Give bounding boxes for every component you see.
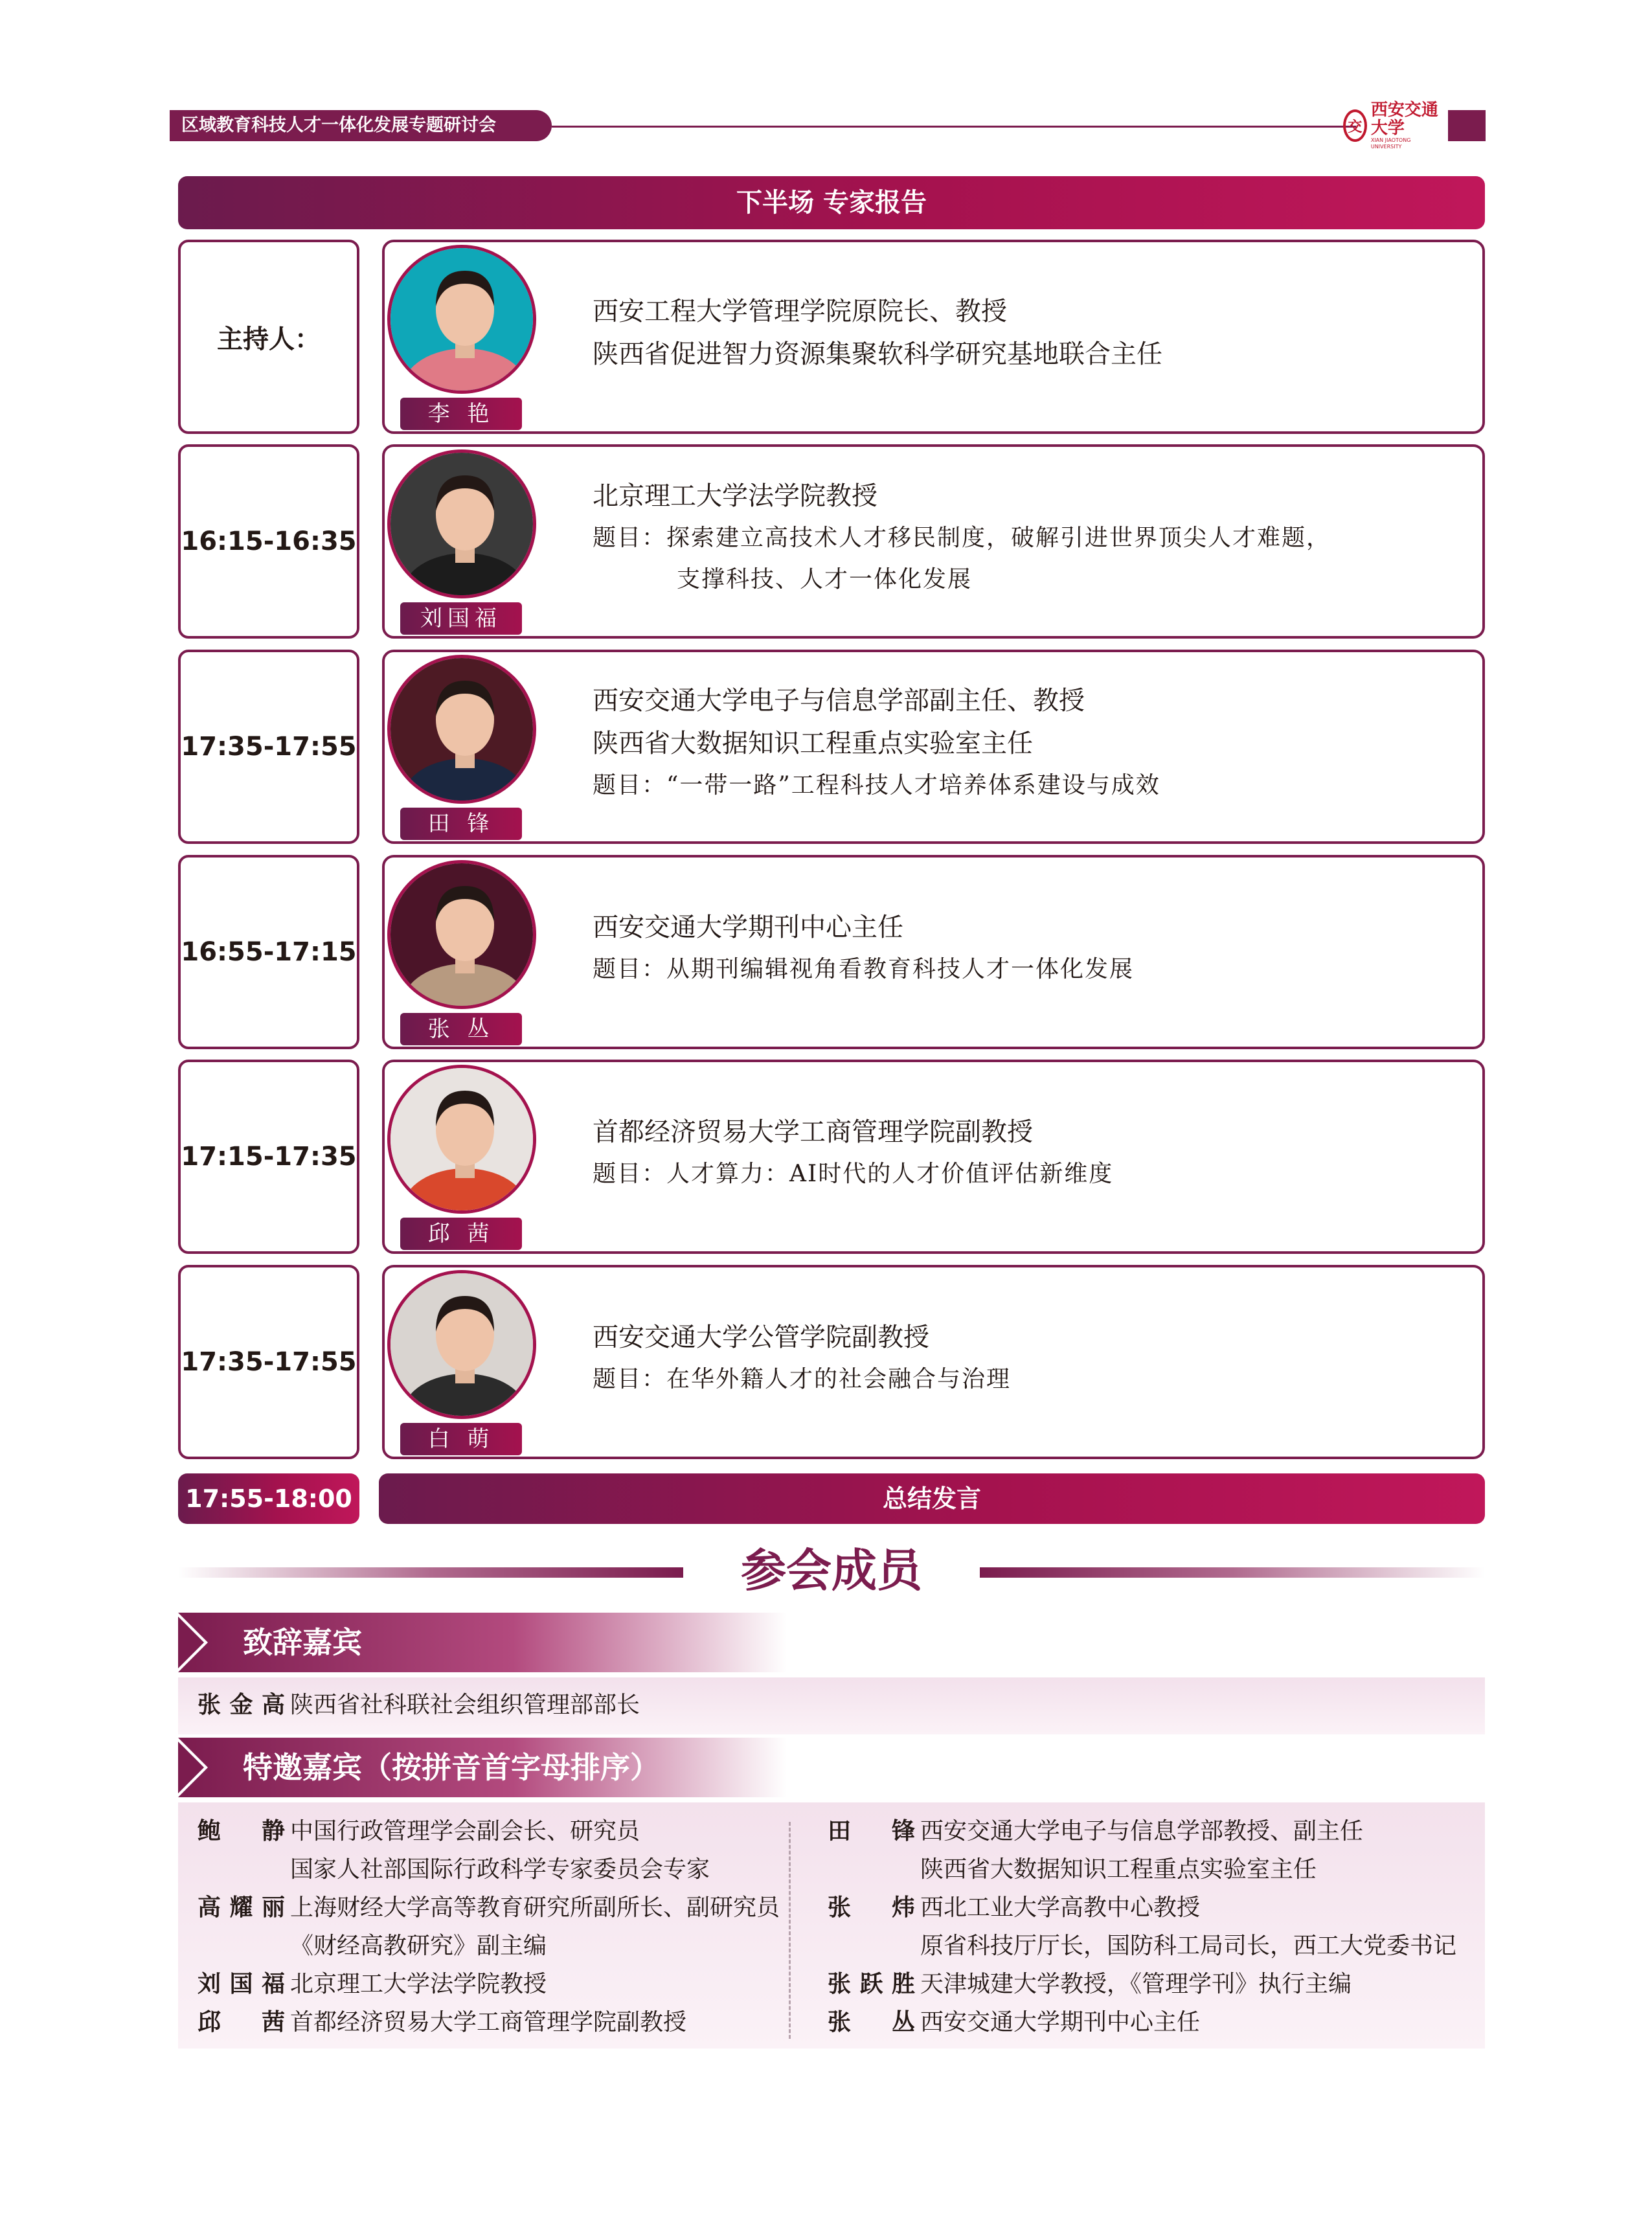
guest-name: 张丛 bbox=[828, 2009, 915, 2036]
guest-title: 原省科技厅厅长，国防科工局司长，西工大党委书记 bbox=[920, 1933, 1457, 1959]
speaker-affiliation: 北京理工大学法学院教授 bbox=[593, 481, 877, 511]
guest-title: 中国行政管理学会副会长、研究员 bbox=[290, 1818, 640, 1845]
speaker-name: 邱 茜 bbox=[400, 1218, 522, 1250]
invited-guest-row bbox=[198, 1966, 547, 2003]
seal-icon: 交 bbox=[1343, 109, 1367, 142]
guest-title: 国家人社部国际行政科学专家委员会专家 bbox=[290, 1856, 710, 1883]
speaker-affiliation: 西安交通大学电子与信息学部副主任、教授 bbox=[593, 686, 1085, 716]
time-box: 主持人： bbox=[178, 240, 359, 434]
speaker-affiliation: 西安交通大学期刊中心主任 bbox=[593, 913, 903, 942]
guest-title: 西北工业大学高教中心教授 bbox=[920, 1894, 1201, 1921]
speaker-photo bbox=[387, 1270, 536, 1419]
talk-topic: 题目：人才算力：AI时代的人才价值评估新维度 bbox=[593, 1161, 1114, 1187]
speaker-info bbox=[593, 1316, 1473, 1400]
speaker-photo bbox=[387, 1065, 536, 1214]
speaker-name: 李 艳 bbox=[400, 398, 522, 430]
speaker-info bbox=[593, 679, 1473, 806]
guest-name: 张金高 bbox=[198, 1692, 285, 1718]
invited-guests-heading bbox=[178, 1738, 787, 1797]
time-box: 17:35-17:55 bbox=[178, 1265, 359, 1459]
participants-heading bbox=[178, 1541, 1485, 1600]
speaker-photo bbox=[387, 245, 536, 394]
guest-title: 《财经高教研究》副主编 bbox=[290, 1933, 547, 1959]
speaker-info bbox=[593, 1111, 1473, 1195]
guest-title: 上海财经大学高等教育研究所副所长、副研究员 bbox=[290, 1894, 780, 1921]
participants-title: 参会成员 bbox=[741, 1544, 922, 1597]
triangle-inner-icon bbox=[178, 1742, 204, 1793]
column-divider bbox=[789, 1822, 791, 2039]
guest-name: 田锋 bbox=[828, 1818, 915, 1845]
guest-title: 西安交通大学电子与信息学部教授、副主任 bbox=[920, 1818, 1364, 1845]
page-header bbox=[170, 100, 1486, 150]
guest-title: 陕西省社科联社会组织管理部部长 bbox=[290, 1692, 640, 1718]
guest-title: 西安交通大学期刊中心主任 bbox=[920, 2009, 1201, 2036]
welcome-guests-heading bbox=[178, 1613, 787, 1672]
speaker-photo bbox=[387, 655, 536, 804]
invited-guest-row bbox=[198, 1928, 547, 1964]
talk-topic: 题目：探索建立高技术人才移民制度，破解引进世界顶尖人才难题， bbox=[593, 525, 1331, 551]
speaker-name: 刘国福 bbox=[400, 602, 522, 635]
speaker-info bbox=[593, 475, 1473, 600]
guest-name: 张跃胜 bbox=[828, 1971, 915, 1997]
invited-guest-row bbox=[198, 2005, 686, 2041]
guest-title: 天津城建大学教授，《管理学刊》执行主编 bbox=[920, 1971, 1352, 1997]
summary-label: 总结发言 bbox=[379, 1473, 1485, 1524]
invited-guest-row bbox=[198, 1890, 780, 1926]
talk-topic: 题目：“一带一路”工程科技人才培养体系建设与成效 bbox=[593, 772, 1160, 799]
guest-name: 高耀丽 bbox=[198, 1894, 285, 1921]
guest-name: 刘国福 bbox=[198, 1971, 285, 1997]
speaker-photo bbox=[387, 449, 536, 598]
guest-title: 首都经济贸易大学工商管理学院副教授 bbox=[290, 2009, 687, 2036]
invited-guest-row bbox=[828, 1890, 1200, 1926]
time-box: 17:35-17:55 bbox=[178, 650, 359, 844]
welcome-guests-title: 致辞嘉宾 bbox=[243, 1625, 362, 1660]
invited-guest-row bbox=[198, 1852, 710, 1888]
university-logo bbox=[1343, 100, 1440, 150]
speaker-info bbox=[593, 906, 1473, 990]
guest-title: 陕西省大数据知识工程重点实验室主任 bbox=[920, 1856, 1317, 1883]
speaker-affiliation: 陕西省大数据知识工程重点实验室主任 bbox=[593, 729, 1033, 758]
speaker-photo bbox=[387, 860, 536, 1009]
guest-title: 北京理工大学法学院教授 bbox=[290, 1971, 547, 1997]
speaker-name: 田 锋 bbox=[400, 808, 522, 840]
header-block bbox=[1448, 110, 1486, 141]
speaker-name: 白 萌 bbox=[400, 1423, 522, 1455]
invited-guest-row bbox=[828, 1928, 1456, 1964]
event-title: 区域教育科技人才一体化发展专题研讨会 bbox=[170, 110, 552, 141]
speaker-affiliation: 西安交通大学公管学院副教授 bbox=[593, 1323, 929, 1352]
speaker-affiliation: 首都经济贸易大学工商管理学院副教授 bbox=[593, 1117, 1033, 1147]
time-box: 16:55-17:15 bbox=[178, 855, 359, 1049]
talk-topic: 题目：从期刊编辑视角看教育科技人才一体化发展 bbox=[593, 956, 1135, 982]
talk-topic: 题目：在华外籍人才的社会融合与治理 bbox=[593, 1366, 1012, 1392]
logo-subtext: XIAN JIAOTONG UNIVERSITY bbox=[1370, 137, 1411, 150]
talk-topic: 支撑科技、人才一体化发展 bbox=[677, 566, 973, 593]
guest-name: 邱茜 bbox=[198, 2009, 285, 2036]
summary-time: 17:55-18:00 bbox=[178, 1473, 359, 1524]
logo-text: 西安交通大学 bbox=[1370, 100, 1438, 138]
invited-guest-row bbox=[828, 1813, 1363, 1850]
invited-guests-title: 特邀嘉宾（按拼音首字母排序） bbox=[243, 1750, 660, 1785]
invited-guest-row bbox=[828, 2005, 1200, 2041]
guest-name: 张炜 bbox=[828, 1894, 915, 1921]
time-box: 17:15-17:35 bbox=[178, 1060, 359, 1254]
guest-name: 鲍静 bbox=[198, 1818, 285, 1845]
speaker-affiliation: 陕西省促进智力资源集聚软科学研究基地联合主任 bbox=[593, 339, 1162, 369]
speaker-name: 张 丛 bbox=[400, 1013, 522, 1045]
invited-guest-row bbox=[828, 1966, 1352, 2003]
welcome-guest-row bbox=[198, 1687, 640, 1723]
speaker-affiliation: 西安工程大学管理学院原院长、教授 bbox=[593, 297, 1007, 326]
triangle-inner-icon bbox=[178, 1617, 204, 1668]
time-box: 16:15-16:35 bbox=[178, 444, 359, 639]
invited-guest-row bbox=[198, 1813, 640, 1850]
invited-guest-row bbox=[828, 1852, 1317, 1888]
section-title: 下半场 专家报告 bbox=[178, 176, 1485, 229]
header-rule bbox=[552, 126, 1356, 128]
speaker-info bbox=[593, 290, 1473, 376]
